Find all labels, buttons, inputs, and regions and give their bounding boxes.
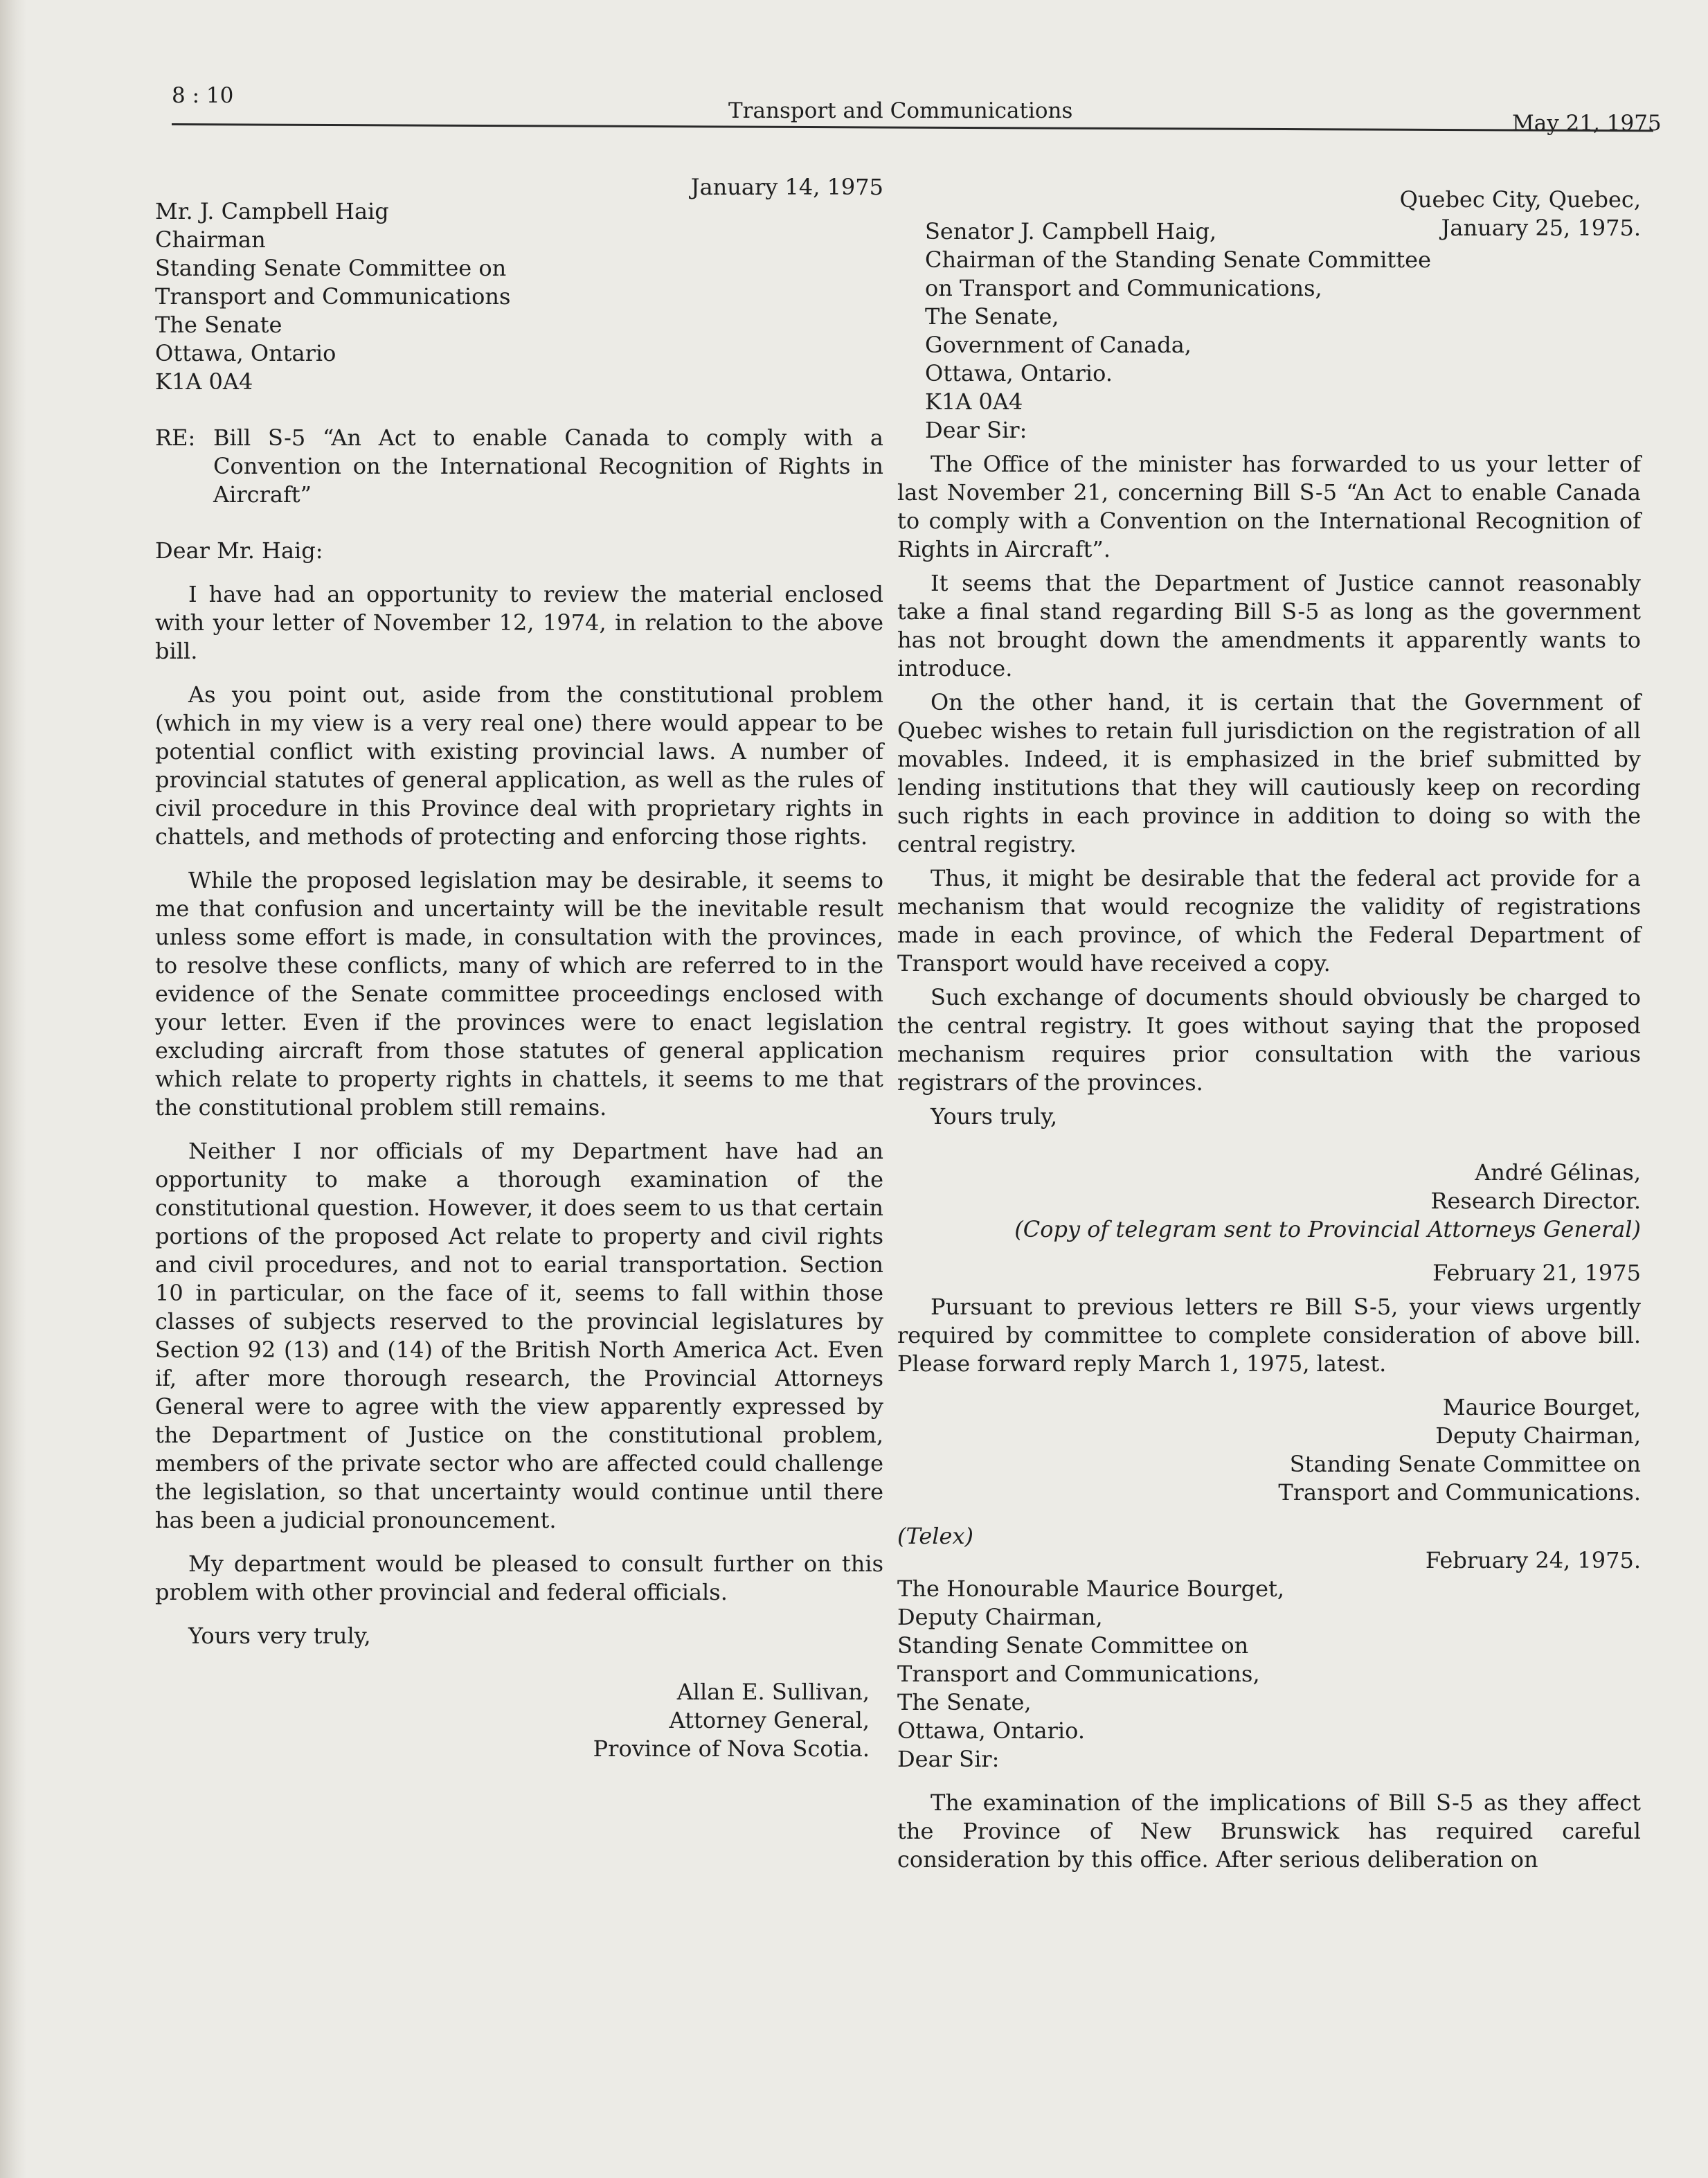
right-column bbox=[897, 186, 1641, 1874]
address-line: Transport and Communications bbox=[155, 283, 511, 310]
closing: Yours very truly, bbox=[188, 1623, 371, 1649]
signature-line: Attorney General, bbox=[669, 1707, 870, 1733]
address-line: on Transport and Communications, bbox=[925, 275, 1322, 301]
page-number: 8 : 10 bbox=[172, 83, 234, 108]
address-line: Deputy Chairman, bbox=[897, 1604, 1103, 1630]
signature-line: Transport and Communications. bbox=[1278, 1479, 1641, 1506]
telegram-signature bbox=[897, 1393, 1641, 1507]
signature-block bbox=[155, 1678, 883, 1763]
signature-line: Allan E. Sullivan, bbox=[676, 1679, 870, 1705]
signature-line: Province of Nova Scotia. bbox=[593, 1735, 870, 1762]
salutation: Dear Mr. Haig: bbox=[155, 537, 323, 564]
address-line: Chairman of the Standing Senate Committee bbox=[925, 247, 1431, 273]
running-title: Transport and Communications bbox=[728, 98, 1073, 123]
place-date-line: Quebec City, Quebec, bbox=[1399, 186, 1641, 213]
telex-body: The examination of the implications of Bill S-5 as they affect the Province of New Brunswick has required careful consideration by this office. After serious deliberation on bbox=[897, 1789, 1641, 1873]
signature-block bbox=[897, 1159, 1641, 1215]
address-line: Chairman bbox=[155, 226, 266, 253]
recipient-address bbox=[897, 217, 1641, 445]
recipient-address bbox=[155, 197, 883, 396]
place-date-line: January 25, 1975. bbox=[1441, 215, 1641, 241]
address-line: K1A 0A4 bbox=[925, 389, 1023, 415]
address-line: Senator J. Campbell Haig, bbox=[925, 218, 1217, 244]
body-paragraph: Neither I nor officials of my Department have had an opportunity to make a thorough examination of the constitutional question. However, it does seem to us that certain portions of the proposed Act relate to property and civil rights and civil procedures, and not to earial transportation. Section 10 in particular, on the face of it, seems to fall within those classes of subjects reserved to the provincial legislatures by Section 92 (13) and (14) of the British North America Act. Even if, after more thorough research, the Provincial Attorneys General were to agree with the view apparently expressed by the Department of Justice on the constitutional problem, members of the private sector who are affected could challenge the legislation, so that uncertainty would continue until there has been a judicial pronouncement. bbox=[155, 1138, 883, 1533]
address-line: Mr. J. Campbell Haig bbox=[155, 198, 389, 224]
signature-line: Deputy Chairman, bbox=[1435, 1422, 1641, 1449]
page-binding-shadow bbox=[0, 0, 26, 2178]
salutation: Dear Sir: bbox=[925, 417, 1027, 443]
body-paragraph: My department would be pleased to consult further on this problem with other provincial and federal officials. bbox=[155, 1551, 883, 1605]
body-paragraph: On the other hand, it is certain that the Government of Quebec wishes to retain full jurisdiction on the registration of all movables. Indeed, it is emphasized in the brief submitted by lending institutions that they will cautiously keep on recording such rights in each province in addition to doing so with the central registry. bbox=[897, 689, 1641, 857]
address-line: Ottawa, Ontario bbox=[155, 340, 336, 366]
signature-line: André Gélinas, bbox=[1475, 1159, 1641, 1186]
address-line: Ottawa, Ontario. bbox=[897, 1717, 1086, 1744]
body-paragraph: While the proposed legislation may be desirable, it seems to me that confusion and uncertainty will be the inevitable result unless some effort is made, in consultation with the provinces, to resolve these conflicts, many of which are referred to in the evidence of the Senate committee proceedings enclosed with your letter. Even if the provinces were to enact legislation excluding aircraft from those statutes of general application which relate to property rights in chattels, it seems to me that the constitutional problem still remains. bbox=[155, 867, 883, 1121]
address-line: Government of Canada, bbox=[925, 332, 1192, 358]
address-line: Transport and Communications, bbox=[897, 1661, 1260, 1687]
body-paragraph: Thus, it might be desirable that the federal act provide for a mechanism that would recognize the validity of registrations made in each province, of which the Federal Department of Transport would have received a copy. bbox=[897, 865, 1641, 976]
body-paragraph: Such exchange of documents should obviously be charged to the central registry. It goes without saying that the proposed mechanism requires prior consultation with the various registrars of the provinces. bbox=[897, 984, 1641, 1096]
salutation: Dear Sir: bbox=[897, 1746, 1000, 1772]
address-line: Standing Senate Committee on bbox=[155, 255, 507, 281]
address-line: The Honourable Maurice Bourget, bbox=[897, 1576, 1285, 1602]
subject-label: RE: bbox=[155, 425, 196, 451]
telegram-date: February 21, 1975 bbox=[1432, 1260, 1641, 1286]
closing: Yours truly, bbox=[931, 1103, 1058, 1130]
subject-text: Bill S-5 “An Act to enable Canada to comply with a Convention on the International Recognition of Rights in Aircraft” bbox=[213, 425, 883, 508]
signature-line: Research Director. bbox=[1430, 1188, 1641, 1214]
letter-date: January 14, 1975 bbox=[690, 174, 883, 200]
telex-address bbox=[897, 1575, 1641, 1774]
telex-label: (Telex) bbox=[897, 1523, 973, 1549]
address-line: K1A 0A4 bbox=[155, 368, 253, 395]
body-paragraph: It seems that the Department of Justice cannot reasonably take a final stand regarding Bill S-5 as long as the government has not brought down the amendments it apparently wants to introduce. bbox=[897, 570, 1641, 681]
body-paragraph: The Office of the minister has forwarded to us your letter of last November 21, concerning Bill S-5 “An Act to enable Canada to comply with a Convention on the International Recognition of Rights in Aircraft”. bbox=[897, 451, 1641, 562]
telex-date: February 24, 1975. bbox=[1425, 1547, 1641, 1573]
address-line: The Senate, bbox=[925, 303, 1059, 330]
left-column bbox=[155, 173, 883, 1763]
header-rule bbox=[172, 123, 1653, 132]
body-paragraph: I have had an opportunity to review the material enclosed with your letter of November 12, 1974, in relation to the above bill. bbox=[155, 581, 883, 664]
telegram-note: (Copy of telegram sent to Provincial Attorneys General) bbox=[1014, 1216, 1641, 1242]
address-line: Standing Senate Committee on bbox=[897, 1632, 1249, 1659]
subject-line bbox=[155, 424, 883, 509]
signature-line: Standing Senate Committee on bbox=[1289, 1451, 1641, 1477]
telegram-body: Pursuant to previous letters re Bill S-5, your views urgently required by committee to complete consideration of above bill. Please forward reply March 1, 1975, latest. bbox=[897, 1294, 1641, 1377]
address-line: The Senate, bbox=[897, 1689, 1032, 1715]
header-date: May 21, 1975 bbox=[1512, 111, 1662, 136]
body-paragraph: As you point out, aside from the constitutional problem (which in my view is a very real one) there would appear to be potential conflict with existing provincial laws. A number of provincial statutes of general application, as well as the rules of civil procedure in this Province deal with proprietary rights in chattels, and methods of protecting and enforcing those rights. bbox=[155, 681, 883, 850]
address-line: The Senate bbox=[155, 312, 282, 338]
address-line: Ottawa, Ontario. bbox=[925, 360, 1113, 386]
signature-line: Maurice Bourget, bbox=[1442, 1394, 1641, 1420]
